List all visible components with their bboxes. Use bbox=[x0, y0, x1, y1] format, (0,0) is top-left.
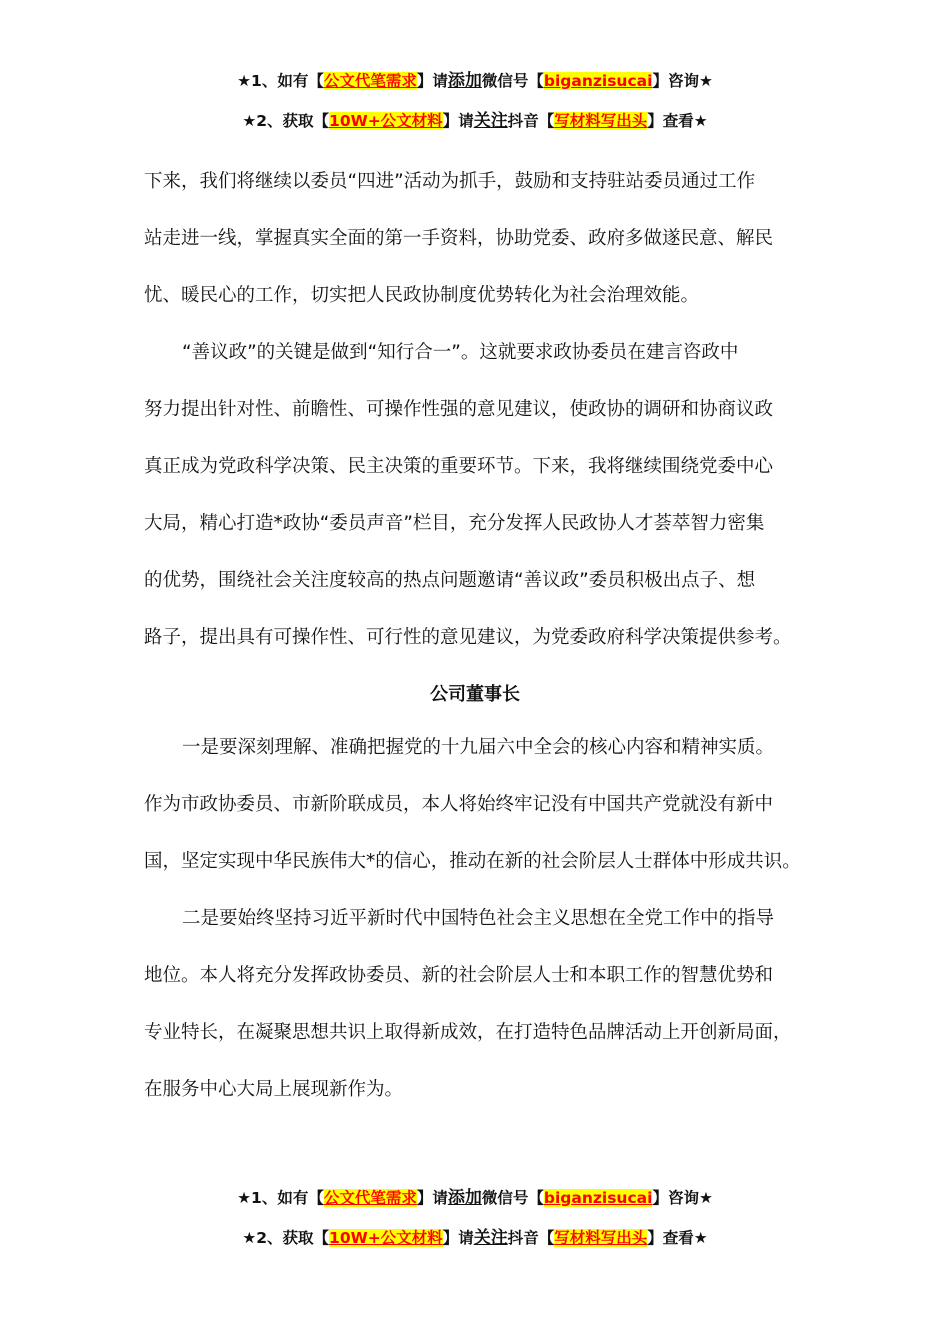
text-line: 国，坚定实现中华民族伟大*的信心，推动在新的社会阶层人士群体中形成共识。 bbox=[144, 851, 801, 872]
banner-text: 微信号【 bbox=[481, 72, 544, 90]
text-line: 大局，精心打造*政协“委员声音”栏目，充分发挥人民政协人才荟萃智力密集 bbox=[144, 513, 765, 534]
banner-text: 】咨询★ bbox=[652, 72, 713, 90]
text-line: 的优势，围绕社会关注度较高的热点问题邀请“善议政”委员积极出点子、想 bbox=[144, 570, 756, 591]
highlight-douyin-account: 写材料写出头 bbox=[554, 1229, 648, 1247]
banner-text: 】查看★ bbox=[647, 1229, 708, 1247]
highlight-materials: 10W+公文材料 bbox=[329, 112, 443, 130]
banner-line-2 bbox=[0, 1227, 950, 1249]
emphasis-add: 添加 bbox=[447, 71, 482, 91]
banner-text: 微信号【 bbox=[481, 1189, 544, 1207]
highlight-service: 公文代笔需求 bbox=[323, 1189, 417, 1207]
banner-text: 抖音【 bbox=[507, 1229, 555, 1247]
text-line: 下来，我们将继续以委员“四进”活动为抓手，鼓励和支持驻站委员通过工作 bbox=[144, 171, 756, 192]
emphasis-follow: 关注 bbox=[473, 111, 508, 131]
body-section-top bbox=[144, 153, 824, 666]
highlight-douyin-account: 写材料写出头 bbox=[554, 112, 648, 130]
banner-text: ★2、获取【 bbox=[242, 1229, 330, 1247]
banner-text: 】咨询★ bbox=[652, 1189, 713, 1207]
emphasis-add: 添加 bbox=[447, 1188, 482, 1208]
text-line: 在服务中心大局上展现新作为。 bbox=[144, 1079, 404, 1100]
text-line: “善议政”的关键是做到“知行合一”。这就要求政协委员在建言咨政中 bbox=[182, 342, 739, 363]
text-line: 一是要深刻理解、准确把握党的十九届六中全会的核心内容和精神实质。 bbox=[182, 737, 775, 758]
text-line: 忧、暖民心的工作，切实把人民政协制度优势转化为社会治理效能。 bbox=[144, 285, 700, 306]
banner-line-1 bbox=[0, 1187, 950, 1209]
highlight-service: 公文代笔需求 bbox=[323, 72, 417, 90]
banner-text: 】查看★ bbox=[647, 112, 708, 130]
text-line: 地位。本人将充分发挥政协委员、新的社会阶层人士和本职工作的智慧优势和 bbox=[144, 965, 774, 986]
text-line: 真正成为党政科学决策、民主决策的重要环节。下来，我将继续围绕党委中心 bbox=[144, 456, 774, 477]
highlight-materials: 10W+公文材料 bbox=[329, 1229, 443, 1247]
banner-text: 】请 bbox=[442, 1229, 474, 1247]
banner-text: ★1、如有【 bbox=[237, 72, 324, 90]
banner-text: ★2、获取【 bbox=[242, 112, 330, 130]
banner-line-1 bbox=[0, 70, 950, 92]
text-line: 二是要始终坚持习近平新时代中国特色社会主义思想在全党工作中的指导 bbox=[182, 908, 775, 929]
text-line: 专业特长，在凝聚思想共识上取得新成效，在打造特色品牌活动上开创新局面， bbox=[144, 1022, 792, 1043]
text-line: 作为市政协委员、市新阶联成员，本人将始终牢记没有中国共产党就没有新中 bbox=[144, 794, 774, 815]
banner-line-2 bbox=[0, 110, 950, 132]
section-heading: 公司董事长 bbox=[430, 684, 520, 705]
banner-text: 】请 bbox=[416, 1189, 448, 1207]
emphasis-follow: 关注 bbox=[473, 1228, 508, 1248]
banner-text: 】请 bbox=[442, 112, 474, 130]
banner-text: ★1、如有【 bbox=[237, 1189, 324, 1207]
banner-text: 抖音【 bbox=[507, 112, 555, 130]
text-line: 努力提出针对性、前瞻性、可操作性强的意见建议，使政协的调研和协商议政 bbox=[144, 399, 774, 420]
body-section-bottom bbox=[144, 719, 824, 1118]
highlight-wechat-id: biganzisucai bbox=[543, 1189, 653, 1207]
highlight-wechat-id: biganzisucai bbox=[543, 72, 653, 90]
banner-text: 】请 bbox=[416, 72, 448, 90]
text-line: 路子，提出具有可操作性、可行性的意见建议，为党委政府科学决策提供参考。 bbox=[144, 627, 792, 648]
text-line: 站走进一线，掌握真实全面的第一手资料，协助党委、政府多做遂民意、解民 bbox=[144, 228, 774, 249]
